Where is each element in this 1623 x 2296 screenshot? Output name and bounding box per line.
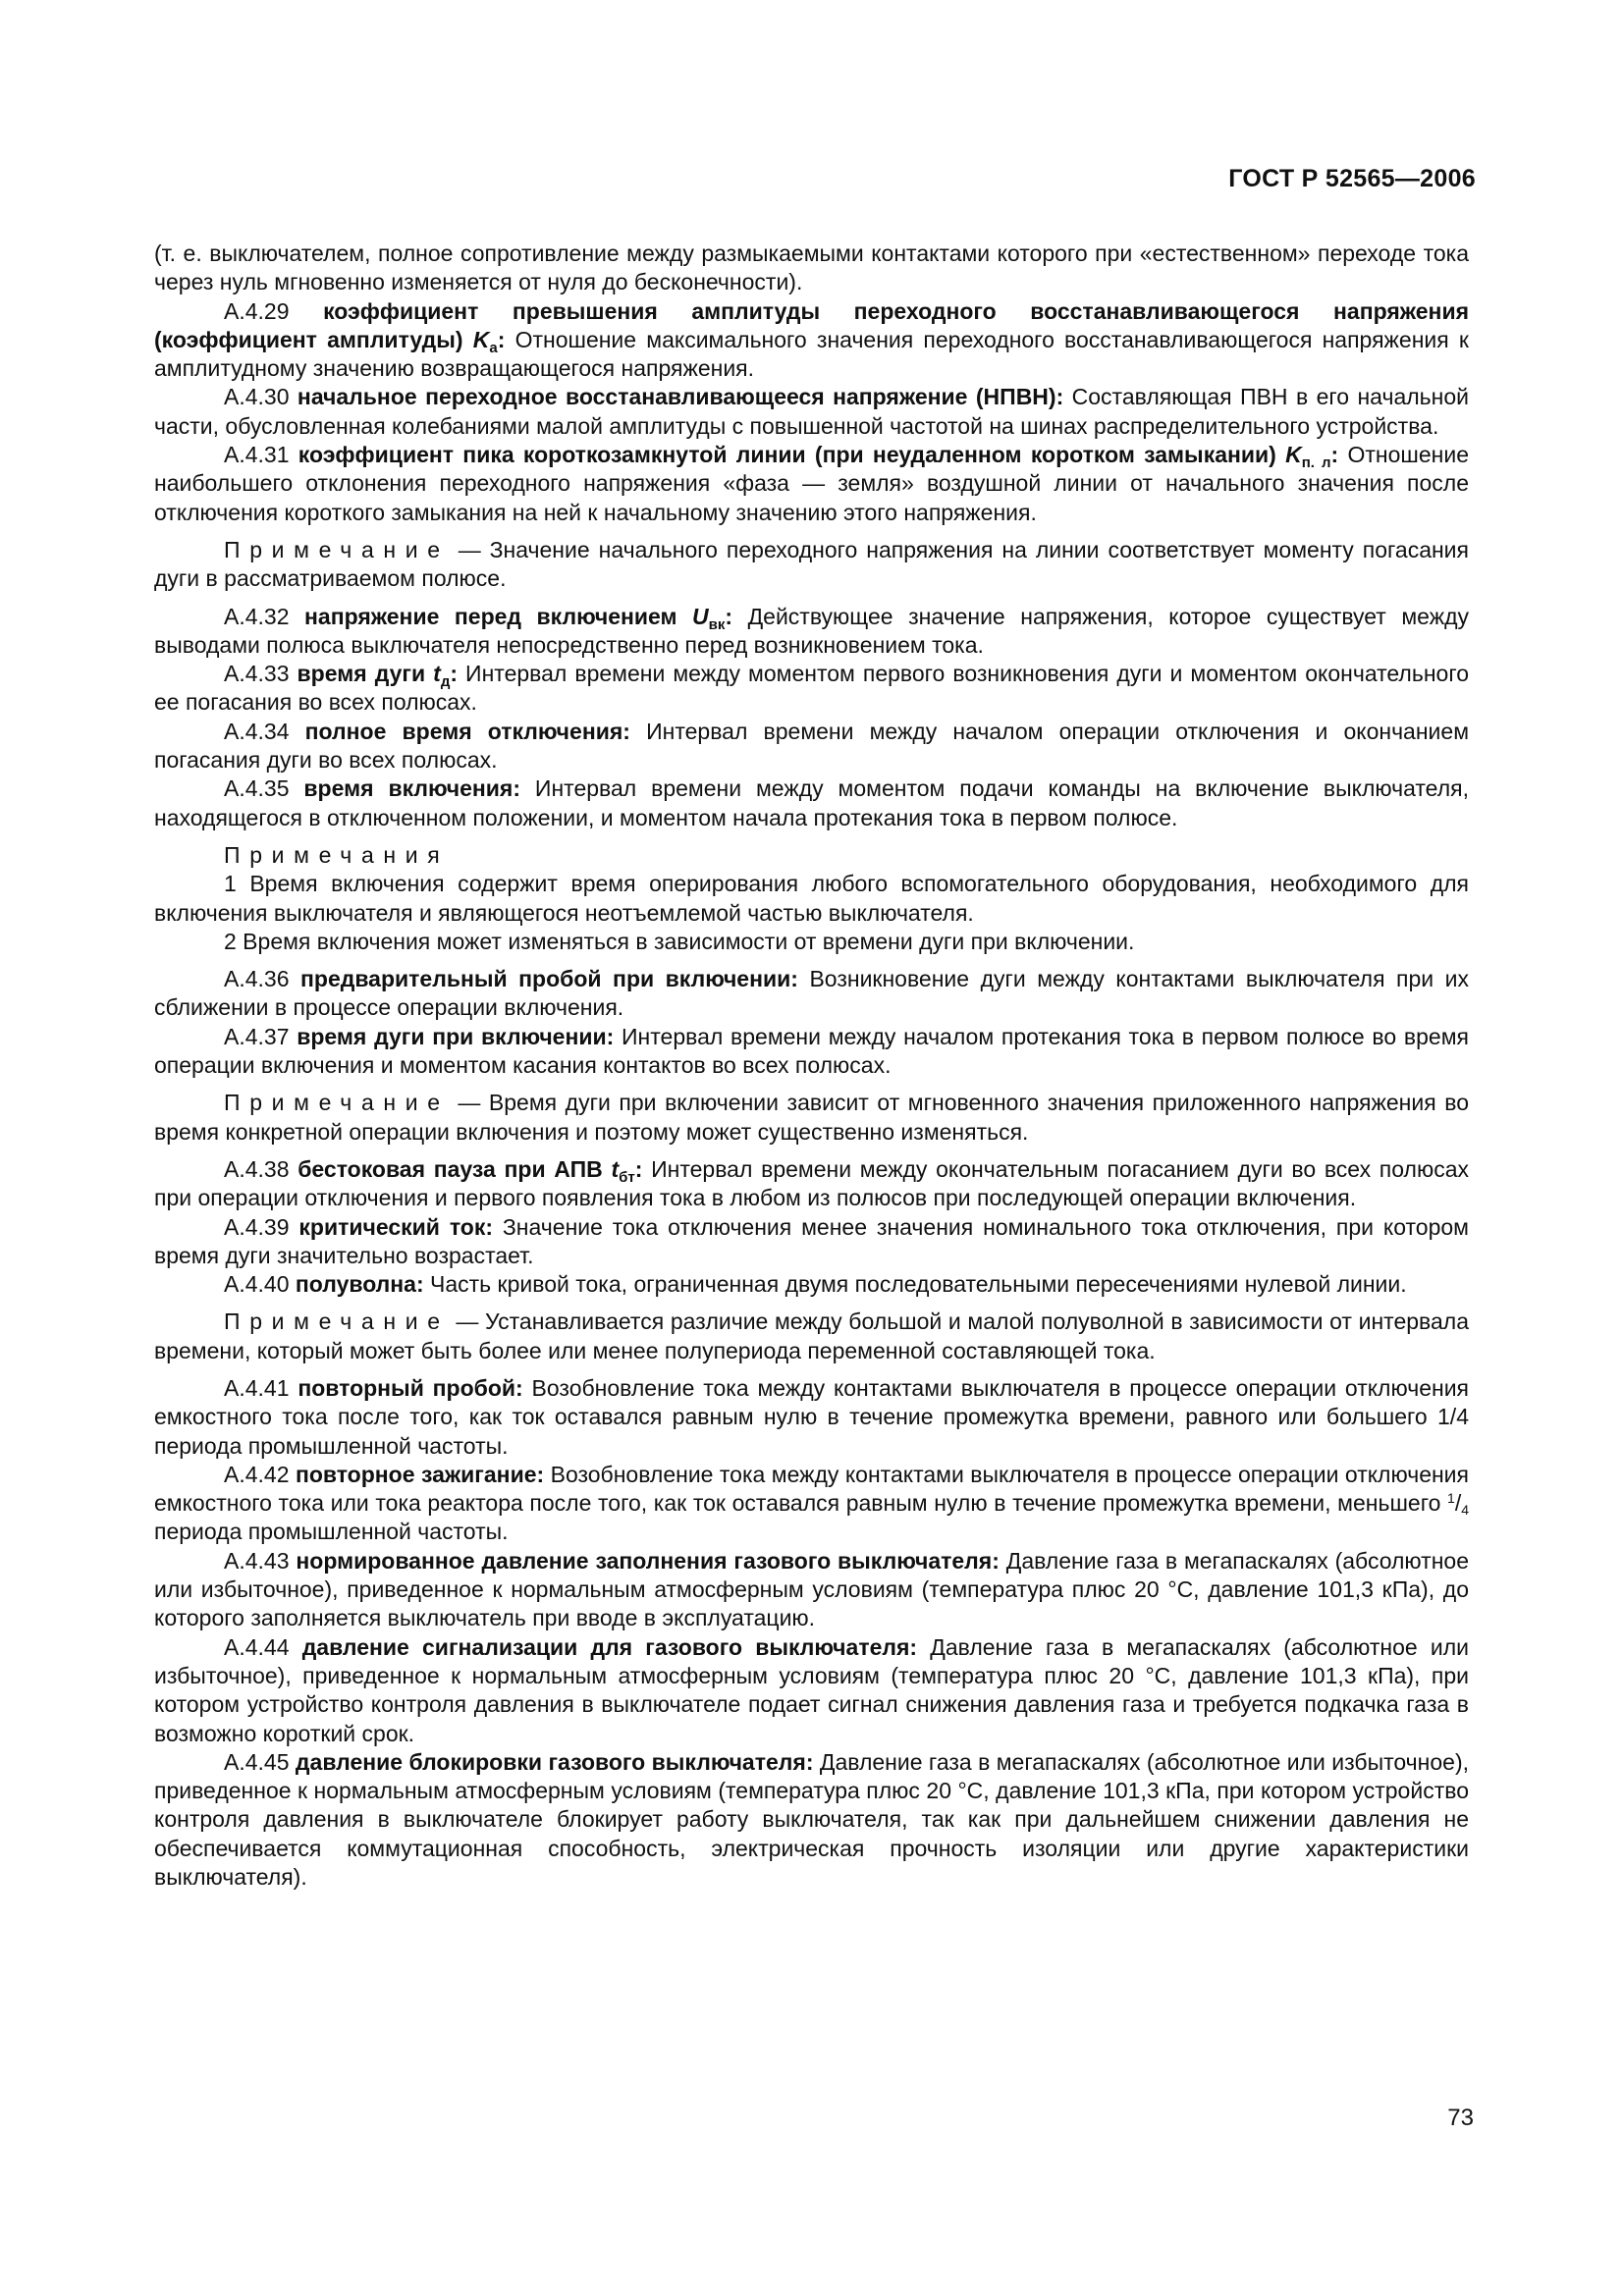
note-item-2: 2 Время включения может изменяться в зависимости от времени дуги при включении.	[224, 928, 1135, 954]
definition-a444: А.4.44 давление сигнализации для газового выключателя: Давление газа в мегапаскалях (абсолютное или избыточное), приведенное к нормальным атмосферным условиям (температура плюс 20 °С, давление 101,3 кПа), при котором устройство контроля давления в выключателе подает сигнал снижения давления газа и требуется подкачка газа в возможно короткий срок.	[154, 1633, 1469, 1746]
definition-a431: А.4.31 коэффициент пика короткозамкнутой линии (при неудаленном коротком замыкании) $K_{п. л}$: Отношение наибольшего отклонения переходного напряжения «фаза — земля» воздушной линии от начального значения после отключения короткого замыкания на ней к начальному значению этого напряжения.	[154, 442, 1469, 525]
note-a440: Примечание — Устанавливается различие между большой и малой полуволной в зависимости от интервала времени, который может быть более или менее полупериода переменной составляющей тока.	[154, 1308, 1469, 1363]
note-a437: Примечание — Время дуги при включении зависит от мгновенного значения приложенного напряжения во время конкретной операции включения и поэтому может существенно изменяться.	[154, 1090, 1469, 1145]
intro-paragraph: (т. е. выключателем, полное сопротивление между размыкаемыми контактами которого при «естественном» переходе тока через нуль мгновенно изменяется от нуля до бесконечности).	[154, 240, 1469, 295]
definition-a429: А.4.29 коэффициент превышения амплитуды переходного восстанавливающегося напряжения (коэффициент амплитуды) $K_а$: Отношение максимального значения переходного восстанавливающегося напряжения к амплитудному значению возвращающегося напряжения.	[154, 297, 1469, 382]
note-a431: Примечание — Значение начального переходного напряжения на линии соответствует моменту погасания дуги в рассматриваемом полюсе.	[154, 536, 1469, 592]
definition-a438: А.4.38 бестоковая пауза при АПВ $t_{бт}$: Интервал времени между окончательным погасанием дуги во всех полюсах при операции отключения и первого появления тока в любом из полюсов при последующей операции включения.	[154, 1155, 1469, 1211]
definition-a435: А.4.35 время включения: Интервал времени между моментом подачи команды на включение выключателя, находящегося в отключенном положении, и моментом начала протекания тока в первом полюсе.	[154, 775, 1469, 830]
definition-a439: А.4.39 критический ток: Значение тока отключения менее значения номинального тока отключения, при котором время дуги значительно возрастает.	[154, 1213, 1469, 1268]
note-item-1: 1 Время включения содержит время оперирования любого вспомогательного оборудования, необходимого для включения выключателя и являющегося неотъемлемой частью выключателя.	[154, 871, 1469, 926]
definition-a443: А.4.43 нормированное давление заполнения газового выключателя: Давление газа в мегапаскалях (абсолютное или избыточное), приведенное к нормальным атмосферным условиям (температура плюс 20 °С, давление 101,3 кПа), до которого заполняется выключатель при вводе в эксплуатацию.	[154, 1547, 1469, 1631]
definition-a440: А.4.40 полуволна: Часть кривой тока, ограниченная двумя последовательными пересечениями нулевой линии.	[224, 1271, 1407, 1298]
definition-a436: А.4.36 предварительный пробой при включении: Возникновение дуги между контактами выключателя при их сближении в процессе операции включения.	[154, 966, 1470, 1021]
definition-a442: А.4.42 повторное зажигание: Возобновление тока между контактами выключателя в процессе операции отключения емкостного тока или тока реактора после того, как ток оставался равным нулю в течение промежутка времени, меньшего $^1/_4$ периода промышленной частоты.	[154, 1461, 1469, 1545]
definition-a433: А.4.33 время дуги $t_д$: Интервал времени между моментом первого возникновения дуги и моментом окончательного ее погасания во всех полюсах.	[154, 661, 1469, 716]
definition-a437: А.4.37 время дуги при включении: Интервал времени между началом протекания тока в первом полюсе во время операции включения и моментом касания контактов во всех полюсах.	[154, 1023, 1469, 1079]
fraction-one-quarter: $^1/_4$	[1447, 1490, 1469, 1519]
definition-a430: А.4.30 начальное переходное восстанавливающееся напряжение (НПВН): Составляющая ПВН в его начальной части, обусловленная колебаниями малой амплитуды с повышенной частотой на шинах распределительного устройства.	[154, 384, 1469, 439]
definition-a441: А.4.41 повторный пробой: Возобновление тока между контактами выключателя в процессе операции отключения емкостного тока после того, как ток оставался равным нулю в течение промежутка времени, равного или большего 1/4 периода промышленной частоты.	[154, 1374, 1469, 1459]
notes-heading: Примечания	[224, 841, 450, 868]
page-body	[154, 240, 1469, 1892]
definition-a434: А.4.34 полное время отключения: Интервал времени между началом операции отключения и окончанием погасания дуги во всех полюсах.	[154, 718, 1470, 774]
page-number: 73	[1447, 2105, 1474, 2131]
definition-a432: А.4.32 напряжение перед включением $U_{вк}$: Действующее значение напряжения, которое существует между выводами полюса выключателя непосредственно перед возникновением тока.	[154, 603, 1470, 658]
document-id-header: ГОСТ Р 52565—2006	[1228, 165, 1476, 192]
definition-a445: А.4.45 давление блокировки газового выключателя: Давление газа в мегапаскалях (абсолютное или избыточное), приведенное к нормальным атмосферным условиям (температура плюс 20 °С, давление 101,3 кПа, при котором устройство контроля давления в выключателе блокирует работу выключателя, так как при дальнейшем снижении давления не обеспечивается коммутационная способность, электрическая прочность изоляции или другие характеристики выключателя).	[154, 1748, 1469, 1891]
